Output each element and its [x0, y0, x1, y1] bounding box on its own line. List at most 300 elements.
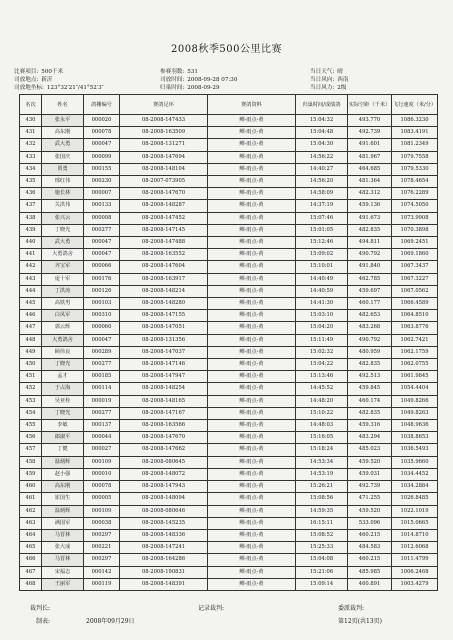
cell-name: 丁健: [42, 444, 84, 456]
cell-loft-id: 000047: [84, 139, 120, 151]
table-row: [20, 468, 438, 480]
cell-ring-number: 08-2008-148254: [120, 383, 208, 395]
cell-pigeon-info: 鳏-雨点-黄: [208, 566, 296, 578]
cell-arrival-time: 15:04:22: [296, 359, 348, 371]
cell-distance: 459.136: [348, 200, 392, 212]
cell-speed: 1064.8510: [392, 310, 438, 322]
cell-rank: 466: [20, 554, 42, 566]
cell-rank: 450: [20, 359, 42, 371]
cell-rank: 465: [20, 542, 42, 554]
table-row: [20, 529, 438, 541]
cell-name: 张国庆: [42, 151, 84, 163]
cell-arrival-time: 14:53:34: [296, 456, 348, 468]
cell-loft-id: 000047: [84, 249, 120, 261]
info-weather-label: 当日天气:: [310, 69, 335, 75]
cell-name: 满国军: [42, 517, 84, 529]
cell-arrival-time: 15:08:52: [296, 529, 348, 541]
cell-ring-number: 08-2008-148280: [120, 298, 208, 310]
cell-loft-id: 000078: [84, 127, 120, 139]
cell-pigeon-info: 鳏-雨点-黄: [208, 249, 296, 261]
cell-pigeon-info: 鳏-雨点-黄: [208, 163, 296, 175]
cell-name: 赵小强: [42, 468, 84, 480]
cell-pigeon-info: 鳏-雨点-黄: [208, 505, 296, 517]
cell-loft-id: 000109: [84, 456, 120, 468]
cell-ring-number: 08-2008-148165: [120, 395, 208, 407]
cell-ring-number: 08-2008-163566: [120, 420, 208, 432]
cell-ring-number: 08-2008-148104: [120, 163, 208, 175]
cell-rank: 463: [20, 517, 42, 529]
cell-distance: 494.811: [348, 237, 392, 249]
cell-name: 高铁男: [42, 298, 84, 310]
cell-distance: 492.739: [348, 481, 392, 493]
cell-speed: 1067.3437: [392, 261, 438, 273]
cell-name: 王丽军: [42, 578, 84, 590]
col-name-header: 姓名: [42, 95, 84, 115]
cell-distance: 460.891: [348, 578, 392, 590]
cell-rank: 434: [20, 163, 42, 175]
cell-rank: 455: [20, 420, 42, 432]
cell-loft-id: 000137: [84, 420, 120, 432]
cell-arrival-time: 15:04:20: [296, 322, 348, 334]
info-location: [14, 77, 52, 84]
table-row: [20, 188, 438, 200]
cell-distance: 482.653: [348, 310, 392, 322]
cell-name: 温炳辉: [42, 456, 84, 468]
cell-loft-id: 000038: [84, 517, 120, 529]
cell-name: 贾勇: [42, 163, 84, 175]
cell-name: 马晋林: [42, 529, 84, 541]
cell-rank: 443: [20, 273, 42, 285]
cell-rank: 451: [20, 371, 42, 383]
info-pigeon-count-value: 531: [187, 69, 198, 75]
cell-pigeon-info: 鳏-雨点-黄: [208, 456, 296, 468]
table-row: [20, 542, 438, 554]
cell-rank: 438: [20, 212, 42, 224]
page-title: 2008秋季500公里比赛: [170, 44, 283, 55]
cell-ring-number: 08-2008-148391: [120, 578, 208, 590]
cell-speed: 1003.4279: [392, 578, 438, 590]
cell-rank: 445: [20, 298, 42, 310]
cell-arrival-time: 15:09:14: [296, 578, 348, 590]
cell-ring-number: 08-2008-147433: [120, 115, 208, 127]
cell-speed: 1063.8776: [392, 322, 438, 334]
cell-distance: 459.031: [348, 468, 392, 480]
table-row: [20, 115, 438, 127]
cell-arrival-time: 15:10:22: [296, 407, 348, 419]
cell-pigeon-info: 鳏-雨点-黄: [208, 212, 296, 224]
cell-pigeon-info: 鳏-雨点-黄: [208, 151, 296, 163]
cell-name: 丁洪涛: [42, 285, 84, 297]
cell-arrival-time: 15:01:05: [296, 224, 348, 236]
cell-loft-id: 000133: [84, 200, 120, 212]
cell-distance: 482.835: [348, 359, 392, 371]
cell-rank: 433: [20, 151, 42, 163]
cell-loft-id: 000047: [84, 237, 120, 249]
cell-arrival-time: 15:08:56: [296, 493, 348, 505]
cell-arrival-time: 15:10:01: [296, 261, 348, 273]
cell-distance: 471.255: [348, 493, 392, 505]
cell-name: 丁晓光: [42, 407, 84, 419]
cell-speed: 1062.0755: [392, 359, 438, 371]
cell-speed: 1034.2884: [392, 481, 438, 493]
cell-ring-number: 08-2008-164286: [120, 554, 208, 566]
table-row: [20, 517, 438, 529]
cell-arrival-time: 15:09:02: [296, 249, 348, 261]
cell-arrival-time: 15:04:30: [296, 139, 348, 151]
cell-speed: 1069.1860: [392, 249, 438, 261]
cell-loft-id: 000019: [84, 395, 120, 407]
cell-distance: 459.316: [348, 420, 392, 432]
cell-loft-id: 000297: [84, 529, 120, 541]
cell-pigeon-info: 鳏-雨点-黄: [208, 298, 296, 310]
table-row: [20, 176, 438, 188]
cell-name: 庞十军: [42, 273, 84, 285]
cell-name: 郎淑平: [42, 432, 84, 444]
cell-rank: 435: [20, 176, 42, 188]
cell-ring-number: 08-2008-148336: [120, 529, 208, 541]
cell-ring-number: 08-2008-147146: [120, 359, 208, 371]
cell-pigeon-info: 鳏-雨点-黄: [208, 578, 296, 590]
cell-name: 张大成: [42, 542, 84, 554]
footer-committee: 委派裁判:: [338, 605, 365, 612]
cell-pigeon-info: 鳏-雨点-黄: [208, 285, 296, 297]
info-weather-value: 晴: [337, 69, 343, 75]
cell-loft-id: 000176: [84, 273, 120, 285]
table-row: [20, 420, 438, 432]
cell-arrival-time: 14:41:30: [296, 298, 348, 310]
cell-ring-number: 08-2008-147488: [120, 237, 208, 249]
cell-loft-id: 000103: [84, 298, 120, 310]
cell-name: 于占海: [42, 383, 84, 395]
cell-name: 武大勇: [42, 139, 84, 151]
cell-distance: 483.268: [348, 322, 392, 334]
cell-speed: 1079.5330: [392, 163, 438, 175]
cell-pigeon-info: 鳏-雨点-黄: [208, 420, 296, 432]
table-row: [20, 127, 438, 139]
table-row: [20, 212, 438, 224]
cell-ring-number: 08-2008-147145: [120, 224, 208, 236]
cell-speed: 1049.8263: [392, 407, 438, 419]
info-wind-direction-label: 当日风向:: [310, 77, 335, 83]
cell-name: 白凤军: [42, 310, 84, 322]
table-row: [20, 249, 438, 261]
cell-rank: 454: [20, 407, 42, 419]
table-row: [20, 139, 438, 151]
cell-pigeon-info: 鳏-雨点-黄: [208, 444, 296, 456]
cell-pigeon-info: 鳏-雨点-黄: [208, 273, 296, 285]
cell-speed: 1070.3898: [392, 224, 438, 236]
cell-loft-id: 000066: [84, 261, 120, 273]
cell-loft-id: 000020: [84, 115, 120, 127]
cell-arrival-time: 15:11:49: [296, 334, 348, 346]
cell-name: 丁晓光: [42, 359, 84, 371]
cell-ring-number: 08-2008-147662: [120, 444, 208, 456]
cell-distance: 460.215: [348, 529, 392, 541]
col-arrival-header: 归巢时间/成绩鸽: [296, 95, 348, 115]
cell-arrival-time: 14:45:52: [296, 383, 348, 395]
info-pigeon-count-label: 参赛羽数:: [160, 69, 185, 75]
cell-loft-id: 000277: [84, 224, 120, 236]
cell-name: 大勇鸽舍: [42, 334, 84, 346]
cell-loft-id: 000155: [84, 163, 120, 175]
info-wind-force: [310, 85, 346, 92]
cell-ring-number: 08-2008-147155: [120, 310, 208, 322]
cell-loft-id: 000109: [84, 505, 120, 517]
info-distance: [14, 69, 63, 76]
cell-ring-number: 08-2008-080645: [120, 456, 208, 468]
cell-pigeon-info: 鳏-雨点-黄: [208, 383, 296, 395]
cell-arrival-time: 14:56:20: [296, 176, 348, 188]
cell-pigeon-info: 鳏-雨点-黄: [208, 493, 296, 505]
cell-ring-number: 08-2008-131356: [120, 334, 208, 346]
cell-loft-id: 000027: [84, 444, 120, 456]
info-return-time-label: 归巢时间:: [160, 85, 185, 91]
table-row: [20, 481, 438, 493]
cell-rank: 449: [20, 346, 42, 358]
cell-ring-number: 08-2008-145235: [120, 517, 208, 529]
cell-speed: 1022.1019: [392, 505, 438, 517]
cell-pigeon-info: 鳏-雨点-黄: [208, 481, 296, 493]
cell-name: 张兴云: [42, 212, 84, 224]
cell-rank: 436: [20, 188, 42, 200]
cell-arrival-time: 15:12:46: [296, 237, 348, 249]
cell-loft-id: 000010: [84, 468, 120, 480]
cell-speed: 1067.3227: [392, 273, 438, 285]
table-header-row: [20, 95, 438, 115]
cell-name: 温炳辉: [42, 505, 84, 517]
table-row: [20, 151, 438, 163]
cell-ring-number: 08-2008-147604: [120, 261, 208, 273]
cell-pigeon-info: 鳏-雨点-黄: [208, 529, 296, 541]
info-release-time: [160, 77, 237, 84]
cell-pigeon-info: 鳏-雨点-黄: [208, 127, 296, 139]
cell-distance: 462.785: [348, 273, 392, 285]
cell-arrival-time: 15:25:33: [296, 542, 348, 554]
cell-speed: 1083.4191: [392, 127, 438, 139]
cell-speed: 1078.4654: [392, 176, 438, 188]
cell-speed: 1061.9845: [392, 371, 438, 383]
cell-rank: 432: [20, 139, 42, 151]
results-table: [19, 94, 438, 591]
table-row: [20, 237, 438, 249]
cell-distance: 460.177: [348, 298, 392, 310]
table-row: [20, 505, 438, 517]
cell-speed: 1062.7421: [392, 334, 438, 346]
cell-pigeon-info: 鳏-雨点-黄: [208, 395, 296, 407]
cell-pigeon-info: 鳏-雨点-黄: [208, 139, 296, 151]
cell-arrival-time: 15:21:06: [296, 566, 348, 578]
cell-arrival-time: 14:58:09: [296, 188, 348, 200]
cell-speed: 1038.8653: [392, 432, 438, 444]
cell-rank: 441: [20, 249, 42, 261]
col-rank-header: 名次: [20, 95, 42, 115]
cell-rank: 431: [20, 127, 42, 139]
cell-loft-id: 000142: [84, 566, 120, 578]
cell-ring-number: 08-2008-147241: [120, 542, 208, 554]
cell-distance: 492.739: [348, 127, 392, 139]
cell-speed: 1066.4589: [392, 298, 438, 310]
cell-speed: 1076.2289: [392, 188, 438, 200]
cell-pigeon-info: 鳏-雨点-黄: [208, 310, 296, 322]
cell-speed: 1048.9636: [392, 420, 438, 432]
table-row: [20, 444, 438, 456]
cell-loft-id: 000126: [84, 285, 120, 297]
cell-rank: 439: [20, 224, 42, 236]
cell-speed: 1067.0562: [392, 285, 438, 297]
cell-pigeon-info: 鳏-雨点-黄: [208, 115, 296, 127]
cell-ring-number: 08-2008-148214: [120, 285, 208, 297]
cell-ring-number: 08-2008-131271: [120, 139, 208, 151]
cell-speed: 1036.5493: [392, 444, 438, 456]
cell-distance: 491.840: [348, 261, 392, 273]
cell-loft-id: 000114: [84, 383, 120, 395]
cell-ring-number: 08-2008-147670: [120, 188, 208, 200]
cell-distance: 482.835: [348, 407, 392, 419]
cell-arrival-time: 14:40:49: [296, 273, 348, 285]
cell-arrival-time: 14:40:59: [296, 285, 348, 297]
cell-arrival-time: 15:07:46: [296, 212, 348, 224]
cell-ring-number: 08-2008-147670: [120, 432, 208, 444]
cell-speed: 1079.7558: [392, 151, 438, 163]
table-row: [20, 432, 438, 444]
cell-name: 郭云辉: [42, 322, 84, 334]
cell-pigeon-info: 鳏-雨点-黄: [208, 468, 296, 480]
table-row: [20, 261, 438, 273]
cell-pigeon-info: 鳏-雨点-黄: [208, 322, 296, 334]
cell-distance: 483.294: [348, 432, 392, 444]
cell-distance: 480.959: [348, 346, 392, 358]
info-release-time-label: 司放时间:: [160, 77, 185, 83]
cell-arrival-time: 14:40:27: [296, 163, 348, 175]
cell-loft-id: 000185: [84, 371, 120, 383]
info-wind-direction: [310, 77, 348, 84]
cell-pigeon-info: 鳏-雨点-黄: [208, 200, 296, 212]
cell-ring-number: 08-2008-163917: [120, 273, 208, 285]
table-row: [20, 334, 438, 346]
footer-page-number: 第12页(共13页): [338, 618, 382, 625]
footer-table-maker: 制表:: [36, 618, 51, 625]
cell-arrival-time: 14:48:20: [296, 395, 348, 407]
cell-speed: 1014.8710: [392, 529, 438, 541]
info-wind-direction-value: 西南: [337, 77, 349, 83]
cell-arrival-time: 15:26:21: [296, 481, 348, 493]
cell-loft-id: 000044: [84, 432, 120, 444]
footer-recorder: 记录裁判:: [198, 605, 225, 612]
cell-name: 武大勇: [42, 237, 84, 249]
info-wind-force-label: 当日风力:: [310, 85, 335, 91]
col-info-header: 赛鸽资料: [208, 95, 296, 115]
cell-rank: 430: [20, 115, 42, 127]
info-coordinates-label: 司放地坐标:: [14, 85, 44, 91]
cell-rank: 459: [20, 468, 42, 480]
info-release-time-value: 2008-09-28 07:30: [187, 77, 238, 83]
cell-loft-id: 000230: [84, 176, 120, 188]
cell-pigeon-info: 鳏-雨点-黄: [208, 554, 296, 566]
cell-ring-number: 08-2008-147947: [120, 371, 208, 383]
results-table-body: [20, 115, 438, 591]
cell-loft-id: 000310: [84, 310, 120, 322]
cell-distance: 491.673: [348, 212, 392, 224]
cell-rank: 442: [20, 261, 42, 273]
cell-loft-id: 000277: [84, 407, 120, 419]
table-row: [20, 273, 438, 285]
cell-rank: 456: [20, 432, 42, 444]
cell-arrival-time: 15:13:46: [296, 371, 348, 383]
cell-speed: 1074.5050: [392, 200, 438, 212]
cell-name: 宋福志: [42, 566, 84, 578]
cell-ring-number: 08-2008-147037: [120, 346, 208, 358]
cell-pigeon-info: 鳏-雨点-黄: [208, 517, 296, 529]
cell-pigeon-info: 鳏-雨点-黄: [208, 542, 296, 554]
cell-ring-number: 08-2008-147051: [120, 322, 208, 334]
table-row: [20, 285, 438, 297]
cell-speed: 1054.4404: [392, 383, 438, 395]
col-loft-header: 鸽棚编号: [84, 95, 120, 115]
cell-speed: 1062.1759: [392, 346, 438, 358]
cell-rank: 462: [20, 505, 42, 517]
cell-loft-id: 000099: [84, 151, 120, 163]
table-row: [20, 200, 438, 212]
cell-ring-number: 08-2008-163552: [120, 249, 208, 261]
cell-arrival-time: 14:59:35: [296, 505, 348, 517]
table-row: [20, 407, 438, 419]
cell-speed: 1035.9660: [392, 456, 438, 468]
cell-rank: 440: [20, 237, 42, 249]
cell-pigeon-info: 鳏-雨点-黄: [208, 346, 296, 358]
cell-name: 马晋林: [42, 554, 84, 566]
cell-loft-id: 000221: [84, 542, 120, 554]
cell-ring-number: 08-2008-147167: [120, 407, 208, 419]
cell-speed: 1049.8266: [392, 395, 438, 407]
cell-distance: 459.845: [348, 383, 392, 395]
cell-arrival-time: 15:18:24: [296, 444, 348, 456]
cell-loft-id: 000119: [84, 578, 120, 590]
cell-distance: 460.174: [348, 395, 392, 407]
cell-distance: 459.520: [348, 505, 392, 517]
info-return-time-value: 2008-09-29: [187, 85, 220, 91]
cell-rank: 468: [20, 578, 42, 590]
cell-arrival-time: 15:16:05: [296, 432, 348, 444]
cell-ring-number: 08-2008-147943: [120, 481, 208, 493]
cell-name: 齐宝军: [42, 261, 84, 273]
cell-pigeon-info: 鳏-雨点-黄: [208, 407, 296, 419]
cell-name: 吴亚栓: [42, 395, 84, 407]
cell-loft-id: 000047: [84, 334, 120, 346]
cell-distance: 459.697: [348, 285, 392, 297]
cell-rank: 448: [20, 334, 42, 346]
cell-speed: 1012.6068: [392, 542, 438, 554]
footer-judge: 裁判长:: [30, 605, 51, 612]
table-row: [20, 371, 438, 383]
cell-ring-number: 08-2008-080646: [120, 505, 208, 517]
info-coordinates-value: 123°32′21″/41°52′3″: [46, 85, 104, 91]
col-speed-header: 飞行速度（米/分）: [392, 95, 438, 115]
cell-arrival-time: 14:48:03: [296, 420, 348, 432]
cell-arrival-time: 15:02:32: [296, 346, 348, 358]
cell-loft-id: 000078: [84, 481, 120, 493]
cell-distance: 493.770: [348, 115, 392, 127]
cell-name: 高东刚: [42, 481, 84, 493]
cell-speed: 1034.4452: [392, 468, 438, 480]
table-row: [20, 298, 438, 310]
cell-rank: 447: [20, 322, 42, 334]
info-return-time: [160, 85, 220, 92]
cell-rank: 460: [20, 481, 42, 493]
info-location-label: 司放地点:: [14, 77, 39, 83]
cell-speed: 1015.0665: [392, 517, 438, 529]
cell-arrival-time: 14:37:19: [296, 200, 348, 212]
cell-name: 施长林: [42, 188, 84, 200]
